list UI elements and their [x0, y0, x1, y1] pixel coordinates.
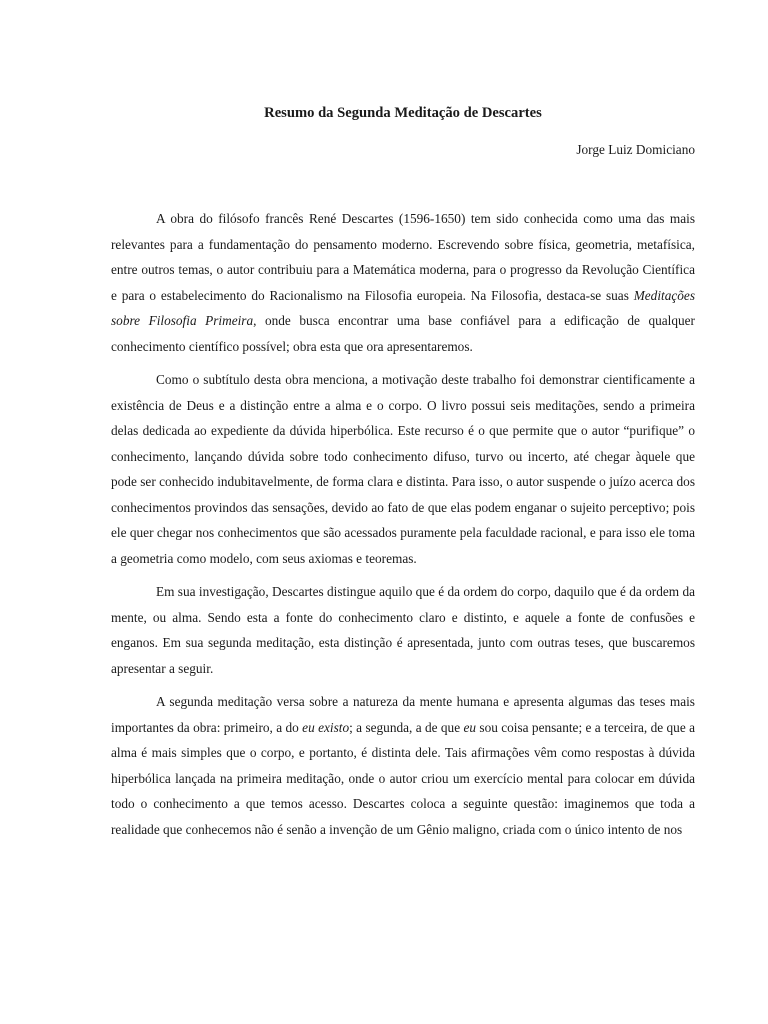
document-title: Resumo da Segunda Meditação de Descartes: [264, 105, 542, 121]
paragraph-text: sou coisa pensante; e a terceira, de que a alma é mais simples que o corpo, e portanto, é distinta dele. Tais afirmações vêm como respostas à dúvida hiperbólica lançada na primeira meditação, onde o autor criou um exercício mental para colocar em dúvida todo o conhecimento a que temos acesso. Descartes coloca a seguinte questão: imaginemos que toda a realidade que conhecemos não é senão a invenção de um Gênio maligno, criada com o único intento de nos: [111, 719, 695, 837]
body-paragraph: [111, 206, 695, 359]
body-paragraph: [111, 579, 695, 681]
document-content: [111, 100, 695, 850]
document-body: [111, 206, 695, 842]
paragraph-text: Como o subtítulo desta obra menciona, a motivação deste trabalho foi demonstrar cientificamente a existência de Deus e a distinção entre a alma e o corpo. O livro possui seis meditações, sendo a primeira delas dedicada ao expediente da dúvida hiperbólica. Este recurso é o que permite que o autor “purifique” o conhecimento, lançando dúvida sobre todo conhecimento difuso, turvo ou incerto, até chegar àquele que pode ser conhecido indubitavelmente, de forma clara e distinta. Para isso, o autor suspende o juízo acerca dos conhecimentos provindos das sensações, devido ao fato de que elas podem enganar o sujeito perceptivo; pois ele quer chegar nos conhecimentos que são acessados puramente pela faculdade racional, e para isso ele toma a geometria como modelo, com seus axiomas e teoremas.: [111, 372, 695, 566]
italic-text: Meditações sobre Filosofia Primeira: [111, 287, 695, 328]
paragraph-text: ; a segunda, a de que: [349, 719, 464, 735]
italic-text: eu: [463, 719, 477, 735]
paragraph-text: A obra do filósofo francês René Descartes (1596-1650) tem sido conhecida como uma das mais relevantes para a fundamentação do pensamento moderno. Escrevendo sobre física, geometria, metafísica, entre outros temas, o autor contribuiu para a Matemática moderna, para o progresso da Revolução Científica e para o estabelecimento do Racionalismo na Filosofia europeia. Na Filosofia, destaca-se suas: [111, 211, 695, 303]
paragraph-text: Em sua investigação, Descartes distingue aquilo que é da ordem do corpo, daquilo que é da ordem da mente, ou alma. Sendo esta a fonte do conhecimento claro e distinto, e aquele a fonte de confusões e enganos. Em sua segunda meditação, esta distinção é apresentada, junto com outras teses, que buscaremos apresentar a seguir.: [111, 584, 695, 676]
document-author: Jorge Luiz Domiciano: [576, 142, 695, 157]
italic-text: eu existo: [302, 719, 350, 735]
body-paragraph: [111, 689, 695, 842]
paragraph-text: A segunda meditação versa sobre a natureza da mente humana e apresenta algumas das teses mais importantes da obra: primeiro, a do: [111, 694, 695, 735]
body-paragraph: [111, 367, 695, 571]
paragraph-text: , onde busca encontrar uma base confiável para a edificação de qualquer conhecimento científico possível; obra esta que ora apresentaremos.: [111, 313, 695, 354]
